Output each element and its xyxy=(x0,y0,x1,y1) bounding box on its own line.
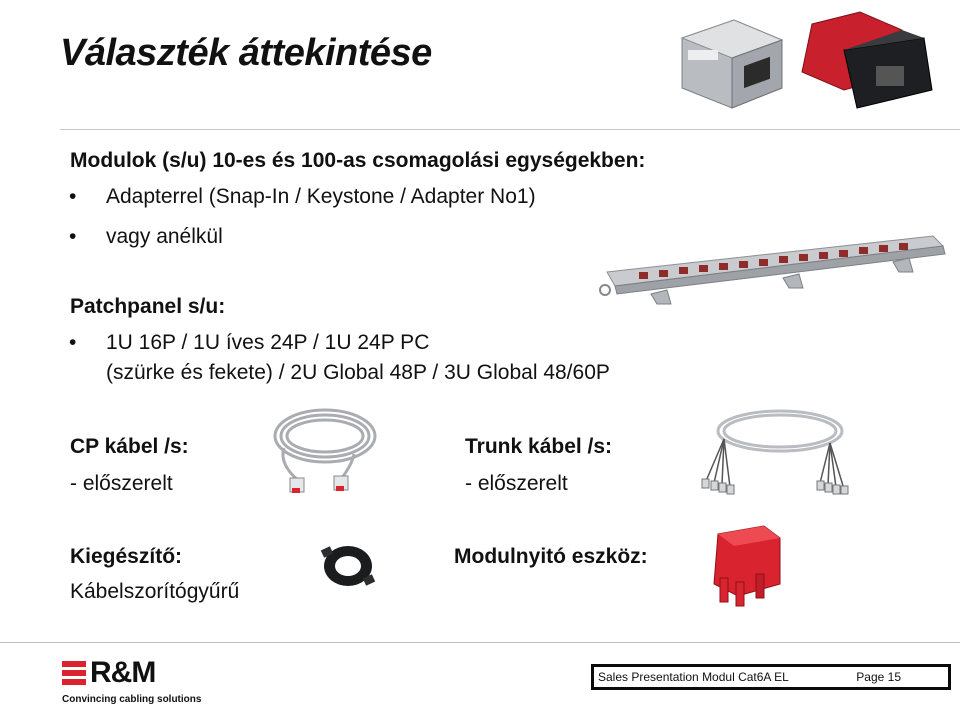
opener-heading: Modulnyitó eszköz: xyxy=(454,545,648,568)
patchpanel-line1: 1U 16P / 1U íves 24P / 1U 24P PC xyxy=(106,331,430,354)
rm-logo-name: R&M xyxy=(90,656,156,689)
red-module-image xyxy=(802,12,932,108)
rm-logo-mark xyxy=(62,660,88,687)
module-images xyxy=(662,10,952,120)
footer-document-title: Sales Presentation Modul Cat6A EL xyxy=(598,670,789,684)
patchpanel-line2: (szürke és fekete) / 2U Global 48P / 3U Global 48/60P xyxy=(106,361,610,384)
cp-cable-text: - előszerelt xyxy=(70,472,173,495)
trunk-cable-text: - előszerelt xyxy=(465,472,568,495)
cp-cable-heading: CP kábel /s: xyxy=(70,435,189,458)
patchpanel-heading: Patchpanel s/u: xyxy=(70,295,226,318)
module-opener-image xyxy=(708,522,786,608)
footer-divider xyxy=(0,642,960,643)
modules-heading: Modulok (s/u) 10-es és 100-as csomagolási egységekben: xyxy=(70,149,646,172)
modules-item-label: Adapterrel (Snap-In / Keystone / Adapter No1) xyxy=(106,185,536,208)
patchpanel-item xyxy=(69,331,430,355)
footer-box xyxy=(591,664,951,690)
modules-item-label: vagy anélkül xyxy=(106,225,223,248)
bullet-icon: • xyxy=(69,185,77,208)
footer-page-number: Page 15 xyxy=(856,670,901,684)
bullet-icon: • xyxy=(69,331,77,354)
rm-logo-tagline: Convincing cabling solutions xyxy=(62,694,202,705)
accessories-text: Kábelszorítógyűrű xyxy=(70,580,240,603)
patchpanel-image xyxy=(593,232,955,310)
modules-item-adapter xyxy=(69,185,536,209)
cable-clamp-ring-image xyxy=(318,540,378,592)
modules-item-without xyxy=(69,225,223,249)
silver-module-image xyxy=(682,20,782,108)
trunk-cable-image xyxy=(700,403,860,495)
cp-cable-image xyxy=(270,402,380,497)
accessories-heading: Kiegészítő: xyxy=(70,545,183,568)
bullet-icon: • xyxy=(69,225,77,248)
page-title: Választék áttekintése xyxy=(60,32,432,74)
title-divider xyxy=(60,129,960,130)
trunk-cable-heading: Trunk kábel /s: xyxy=(465,435,613,458)
